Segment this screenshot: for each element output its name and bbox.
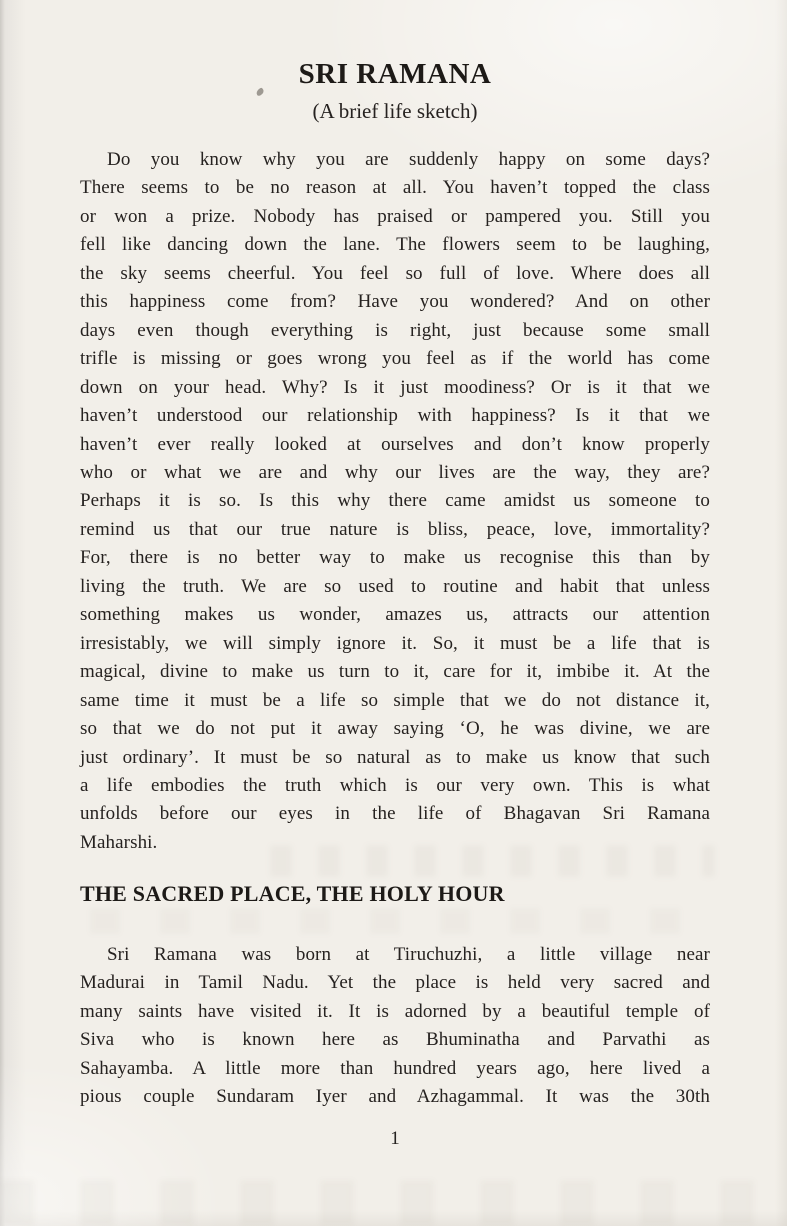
text-line: down on your head. Why? Is it just moodiness? Or is it that we: [80, 376, 710, 398]
text-line: remind us that our true nature is bliss, peace, love, immortality?: [80, 518, 710, 540]
text-line: magical, divine to make us turn to it, care for it, imbibe it. At the: [80, 661, 710, 683]
text-line: Siva who is known here as Bhuminatha and Parvathi as: [80, 1029, 710, 1051]
text-line: a life embodies the truth which is our very own. This is what: [80, 774, 710, 796]
text-line: Do you know why you are suddenly happy on some days?: [107, 149, 710, 170]
text-line: fell like dancing down the lane. The flowers seem to be laughing,: [80, 234, 710, 256]
text-line: many saints have visited it. It is adorned by a beautiful temple of: [80, 1000, 710, 1022]
page-subtitle: (A brief life sketch): [312, 99, 478, 123]
page-number: 1: [390, 1128, 400, 1149]
text-line: Sri Ramana was born at Tiruchuzhi, a little village near: [107, 944, 710, 965]
text-line: irresistably, we will simply ignore it. So, it must be a life that is: [80, 632, 710, 654]
text-line: For, there is no better way to make us recognise this than by: [80, 547, 710, 569]
text-line: Sahayamba. A little more than hundred years ago, here lived a: [80, 1057, 710, 1079]
text-line: pious couple Sundaram Iyer and Azhagammal. It was the 30th: [80, 1086, 710, 1108]
text-line: or won a prize. Nobody has praised or pampered you. Still you: [80, 205, 710, 227]
text-line: something makes us wonder, amazes us, attracts our attention: [80, 604, 710, 626]
intro-paragraph: [80, 146, 710, 857]
text-line: unfolds before our eyes in the life of Bhagavan Sri Ramana: [80, 803, 710, 825]
text-line: who or what we are and why our lives are the way, they are?: [80, 461, 710, 483]
text-line: Maharshi.: [80, 831, 158, 853]
text-line: Perhaps it is so. Is this why there came amidst us someone to: [80, 490, 710, 512]
page-title: SRI RAMANA: [298, 58, 492, 90]
text-line: so that we do not put it away saying ‘O, he was divine, we are: [80, 718, 710, 740]
text-line: days even though everything is right, just because some small: [80, 319, 710, 341]
text-line: same time it must be a life so simple that we do not distance it,: [80, 689, 710, 711]
text-line: There seems to be no reason at all. You haven’t topped the class: [80, 177, 710, 199]
text-line: just ordinary’. It must be so natural as to make us know that such: [80, 746, 710, 768]
text-line: haven’t understood our relationship with happiness? Is it that we: [80, 405, 710, 427]
scan-smudge: [0, 1180, 787, 1226]
scan-smudge: [90, 908, 710, 934]
text-line: Madurai in Tamil Nadu. Yet the place is held very sacred and: [80, 972, 710, 994]
text-line: living the truth. We are so used to routine and habit that unless: [80, 575, 710, 597]
text-line: trifle is missing or goes wrong you feel as if the world has come: [80, 348, 710, 370]
text-line: this happiness come from? Have you wondered? And on other: [80, 291, 710, 313]
section-paragraph: [80, 941, 710, 1112]
section-heading: THE SACRED PLACE, THE HOLY HOUR: [80, 881, 505, 906]
text-line: haven’t ever really looked at ourselves and don’t know properly: [80, 433, 710, 455]
text-line: the sky seems cheerful. You feel so full of love. Where does all: [80, 262, 710, 284]
